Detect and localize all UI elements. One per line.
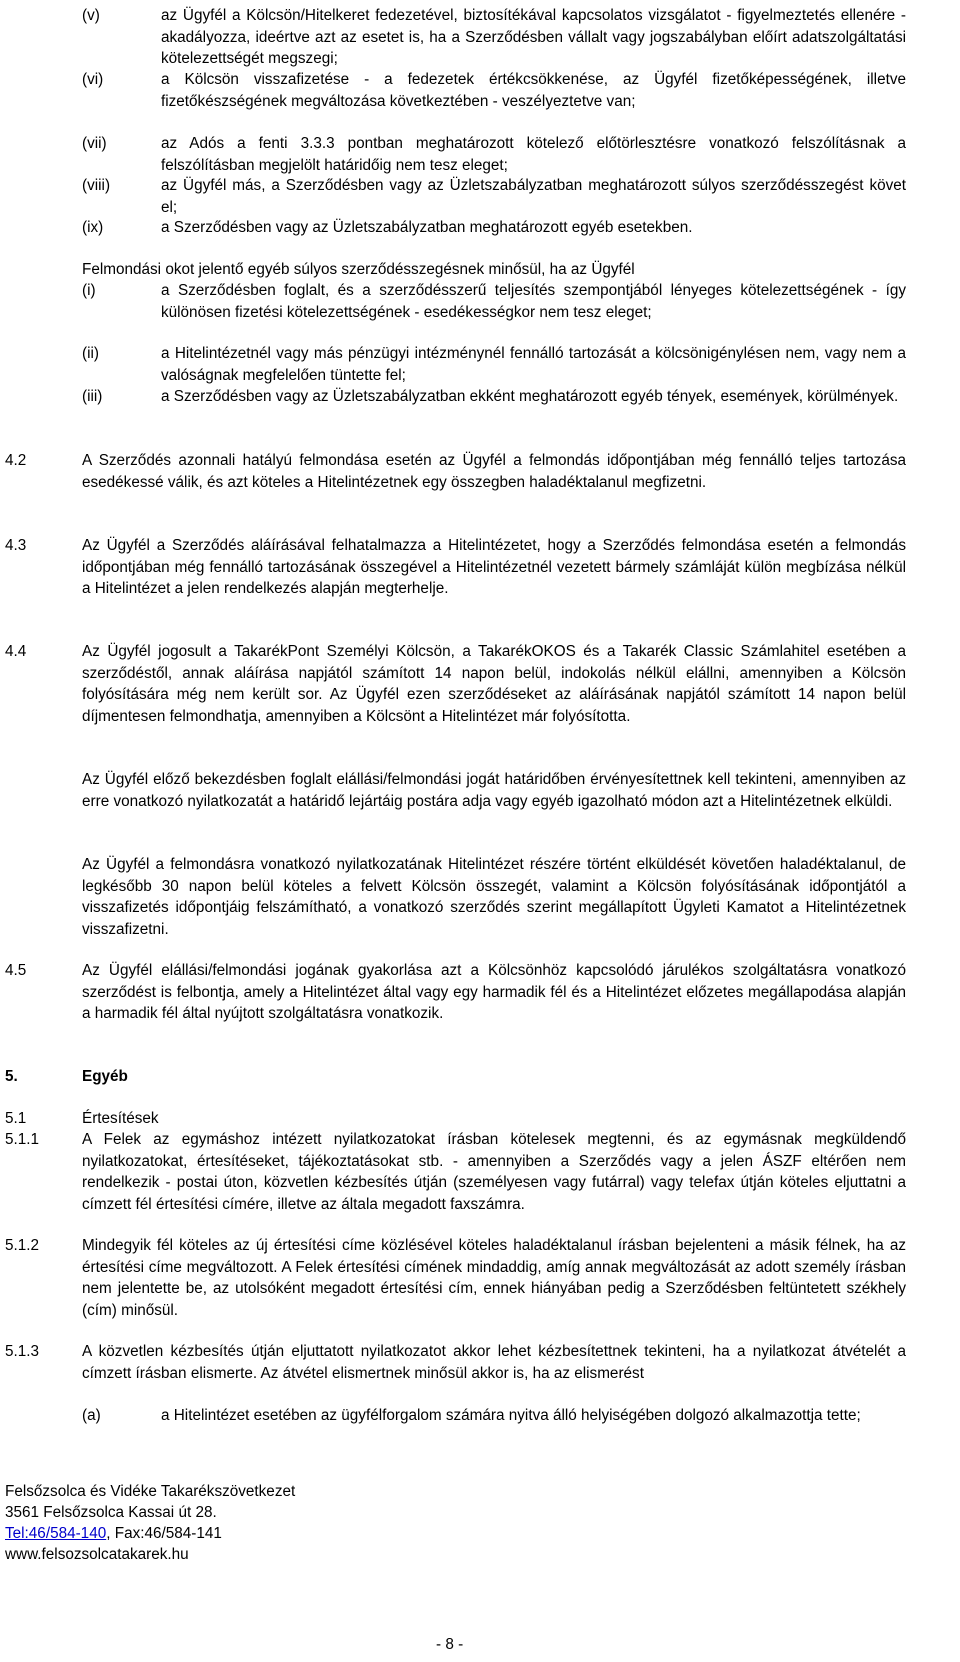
phone-link[interactable]: Tel:46/584-140 — [5, 1525, 107, 1542]
list-label: (vii) — [82, 135, 107, 152]
list-label: (a) — [82, 1407, 101, 1424]
list-label: (i) — [82, 282, 96, 299]
page-number: - 8 - — [436, 1636, 464, 1653]
footer-org: Felsőzsolca és Vidéke Takarékszövetkezet — [5, 1483, 296, 1500]
list-label: (vi) — [82, 71, 104, 88]
subsection-title: Értesítések — [82, 1110, 159, 1127]
section-4-4-paragraph-2: Az Ügyfél előző bekezdésben foglalt elállási/felmondási jogát határidőben érvényesítettnek kell tekinteni, amennyiben az erre vonatkozó nyilatkozatát a határidő lejártáig postára adja vagy egyéb igazolható módon azt a Hitelintézetnek elküldi. — [82, 771, 906, 810]
list-text: a Szerződésben vagy az Üzletszabályzatban ekként meghatározott egyéb tények, események, körülmények. — [161, 388, 899, 405]
subsection-5-1-3-text: A közvetlen kézbesítés útján eljuttatott nyilatkozatot akkor lehet kézbesítettnek tekinteni, ha a nyilatkozat átvételét a címzett írásban elismerte. Az átvétel elismertnek minősül akkor is, ha az elismerést — [82, 1343, 906, 1382]
list-label: (ix) — [82, 219, 104, 236]
list-label: (v) — [82, 7, 100, 24]
footer-fax: , Fax:46/584-141 — [106, 1525, 222, 1542]
section-4-5-text: Az Ügyfél elállási/felmondási jogának gyakorlása azt a Kölcsönhöz kapcsolódó járulékos szolgáltatásra vonatkozó szerződést is felbontja, amely a Hitelintézet által vagy egy harmadik fél és a Hitelintézet előzetes megállapodása alapján a harmadik fél által nyújtott szolgáltatásra vonatkozik. — [82, 962, 906, 1022]
subsection-number: 5.1.1 — [5, 1131, 40, 1148]
list-text: az Ügyfél a Kölcsön/Hitelkeret fedezetével, biztosítékával kapcsolatos vizsgálatot - figyelmeztetés ellenére - akadályozza, ideértve azt az esetet is, ha a Szerződésben vállalt vagy jogszabályban előírt adatszolgáltatási kötelezettségét megszegi; — [161, 7, 906, 67]
subsection-number: 5.1.2 — [5, 1237, 40, 1254]
section-4-2-text: A Szerződés azonnali hatályú felmondása esetén az Ügyfél a felmondás időpontjában még fennálló teljes tartozása esedékessé válik, és azt köteles a Hitelintézetnek egy összegben haladéktalanul megfizetni. — [82, 452, 906, 491]
list-text: a Kölcsön visszafizetése - a fedezetek értékcsökkenése, az Ügyfél fizetőképességének, illetve fizetőkészségének megváltozása következtében - veszélyeztetve van; — [161, 71, 906, 110]
section-4-4-paragraph-3: Az Ügyfél a felmondásra vonatkozó nyilatkozatának Hitelintézet részére történt elküldését követően haladéktalanul, de legkésőbb 30 napon belül köteles a felvett Kölcsön összegét, valamint a Kölcsön folyósításának időpontjától a visszafizetés időpontjáig felszámítható, a vonatkozó szerződés szerint megállapított Ügyleti Kamatot a Hitelintézetnek visszafizetni. — [82, 856, 906, 938]
list-label: (viii) — [82, 177, 111, 194]
list-label: (iii) — [82, 388, 103, 405]
list-text: az Ügyfél más, a Szerződésben vagy az Üzletszabályzatban meghatározott súlyos szerződésszegést követ el; — [161, 177, 906, 216]
subsection-5-1-1-text: A Felek az egymáshoz intézett nyilatkozatokat írásban kötelesek megtenni, és az egymásnak megküldendő nyilatkozatokat, értesítéseket, tájékoztatásokat stb. - amennyiben a Szerződés vagy a jelen ÁSZF eltérően nem rendelkezik - postai úton, közvetlen kézbesítés útján (személyesen vagy futárral) vagy telefax útján köteles eljuttatni a címzett fél értesítési címére, illetve az általa megadott faxszámra. — [82, 1131, 906, 1213]
footer-website: www.felsozsolcatakarek.hu — [5, 1546, 189, 1563]
list-text: a Hitelintézet esetében az ügyfélforgalom számára nyitva álló helyiségében dolgozó alkalmazottja tette; — [161, 1407, 861, 1424]
list-label: (ii) — [82, 345, 99, 362]
section-number: 4.2 — [5, 452, 27, 469]
footer-contact — [5, 1523, 222, 1545]
subsection-number: 5.1 — [5, 1110, 27, 1127]
list-text: a Szerződésben foglalt, és a szerződésszerű teljesítés szempontjából lényeges kötelezettségének - így különösen fizetési kötelezettségének - esedékességkor nem tesz eleget; — [161, 282, 906, 321]
list-text: az Adós a fenti 3.3.3 pontban meghatározott kötelező előtörlesztésre vonatkozó felszólításnak a felszólításban megjelölt határidőig nem tesz eleget; — [161, 135, 906, 174]
section-number: 4.4 — [5, 643, 27, 660]
chapter-title: Egyéb — [82, 1068, 128, 1085]
subsection-number: 5.1.3 — [5, 1343, 40, 1360]
footer-address: 3561 Felsőzsolca Kassai út 28. — [5, 1504, 217, 1521]
chapter-number: 5. — [5, 1068, 18, 1085]
list-text: a Szerződésben vagy az Üzletszabályzatban meghatározott egyéb esetekben. — [161, 219, 693, 236]
list-text: a Hitelintézetnél vagy más pénzügyi intézménynél fennálló tartozását a kölcsönigénylésen nem, vagy nem a valóságnak megfelelően tüntette fel; — [161, 345, 906, 384]
subsection-5-1-2-text: Mindegyik fél köteles az új értesítési címe közlésével köteles haladéktalanul írásban bejelenteni a másik félnek, ha az értesítési címe megváltozott. A Felek értesítési címének mindaddig, amíg annak megváltozását az adott személy írásban nem jelentette be, az utolsóként megadott értesítési cím, ennek hiányában pedig a Szerződésben feltüntetett székhely (cím) minősül. — [82, 1237, 906, 1319]
section-number: 4.5 — [5, 962, 27, 979]
section-4-3-text: Az Ügyfél a Szerződés aláírásával felhatalmazza a Hitelintézetet, hogy a Szerződés felmondása esetén a felmondás időpontjában még fennálló tartozásának összegével a Hitelintézetnél vezetett bármely számláját külön megbízása nélkül a Hitelintézet a jelen rendelkezés alapján megterhelje. — [82, 537, 906, 597]
section-4-4-text: Az Ügyfél jogosult a TakarékPont Személyi Kölcsön, a TakarékOKOS és a Takarék Classic Számlahitel esetében a szerződéstől, annak aláírása napjától számított 14 napon belül, indokolás nélkül elállni, amennyiben a Kölcsön folyósítására még nem került sor. Az Ügyfél ezen szerződéseket az aláírásának napjától számított 14 napon belül díjmentesen felmondhatja, amennyiben a Kölcsönt a Hitelintézet már folyósította. — [82, 643, 906, 725]
section-number: 4.3 — [5, 537, 27, 554]
paragraph-intro: Felmondási okot jelentő egyéb súlyos szerződésszegésnek minősül, ha az Ügyfél — [82, 261, 635, 278]
